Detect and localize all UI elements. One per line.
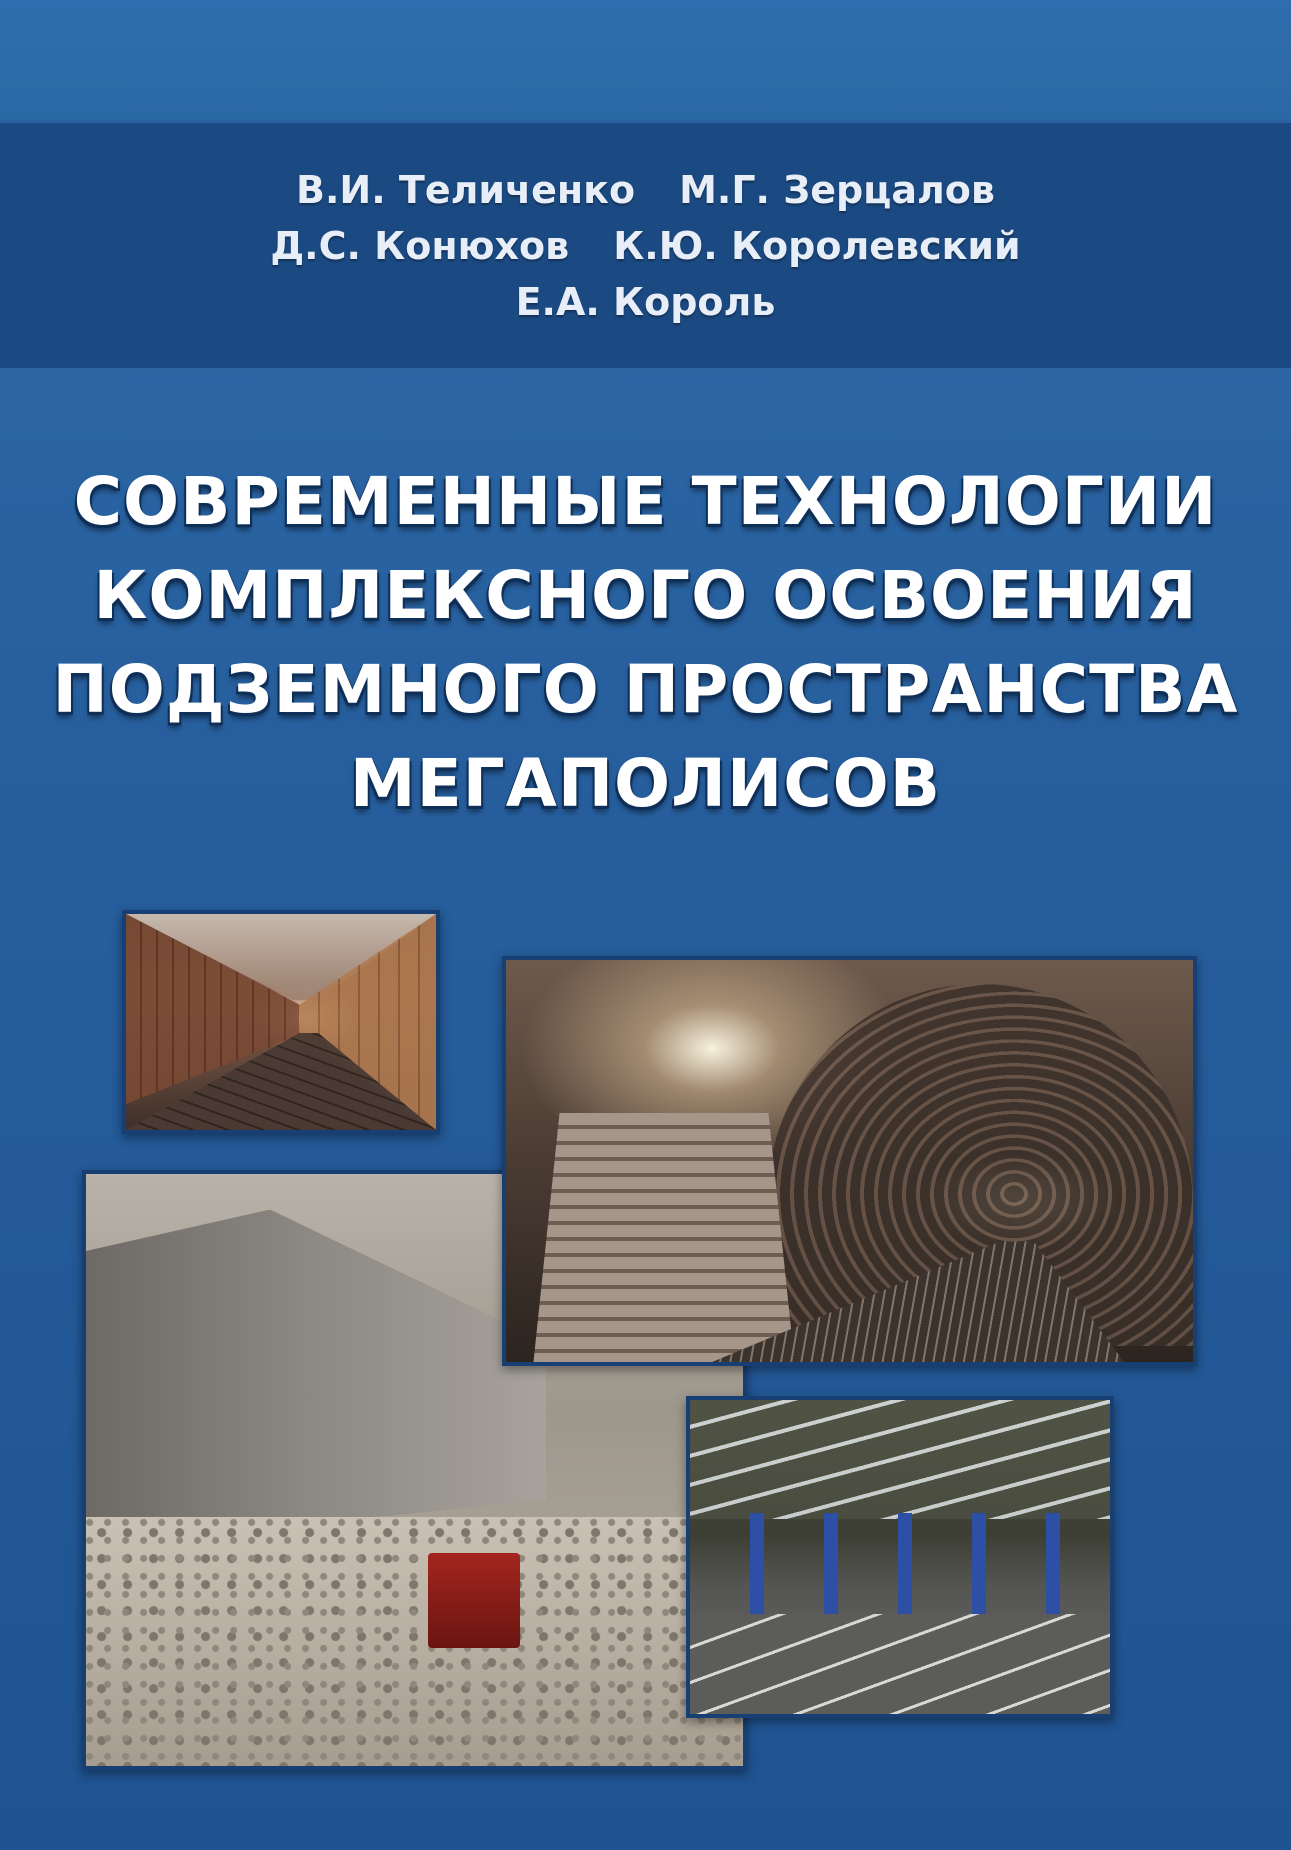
- metro-tunnel-photo: [502, 956, 1197, 1366]
- title-line: СОВРЕМЕННЫЕ ТЕХНОЛОГИИ: [73, 463, 1218, 540]
- top-strip: [0, 0, 1291, 120]
- author-band: [0, 120, 1291, 378]
- author-name: М.Г. Зерцалов: [679, 167, 995, 212]
- author-row-3: [516, 278, 776, 326]
- title-line: МЕГАПОЛИСОВ: [349, 745, 942, 822]
- author-name: К.Ю. Королевский: [613, 223, 1021, 268]
- excavator-shape: [428, 1553, 520, 1648]
- title-line: ПОДЗЕМНОГО ПРОСТРАНСТВА: [52, 651, 1239, 728]
- author-name: Д.С. Конюхов: [270, 223, 570, 268]
- author-row-2: [270, 222, 1020, 270]
- pedestrian-tunnel-photo: [122, 910, 440, 1134]
- authors-list: [0, 123, 1291, 368]
- book-title: [0, 455, 1291, 831]
- author-name: В.И. Теличенко: [296, 167, 636, 212]
- title-line: КОМПЛЕКСНОГО ОСВОЕНИЯ: [93, 557, 1198, 634]
- author-row-1: [296, 166, 995, 214]
- underground-parking-photo: [686, 1396, 1114, 1718]
- author-name: Е.А. Король: [515, 279, 776, 324]
